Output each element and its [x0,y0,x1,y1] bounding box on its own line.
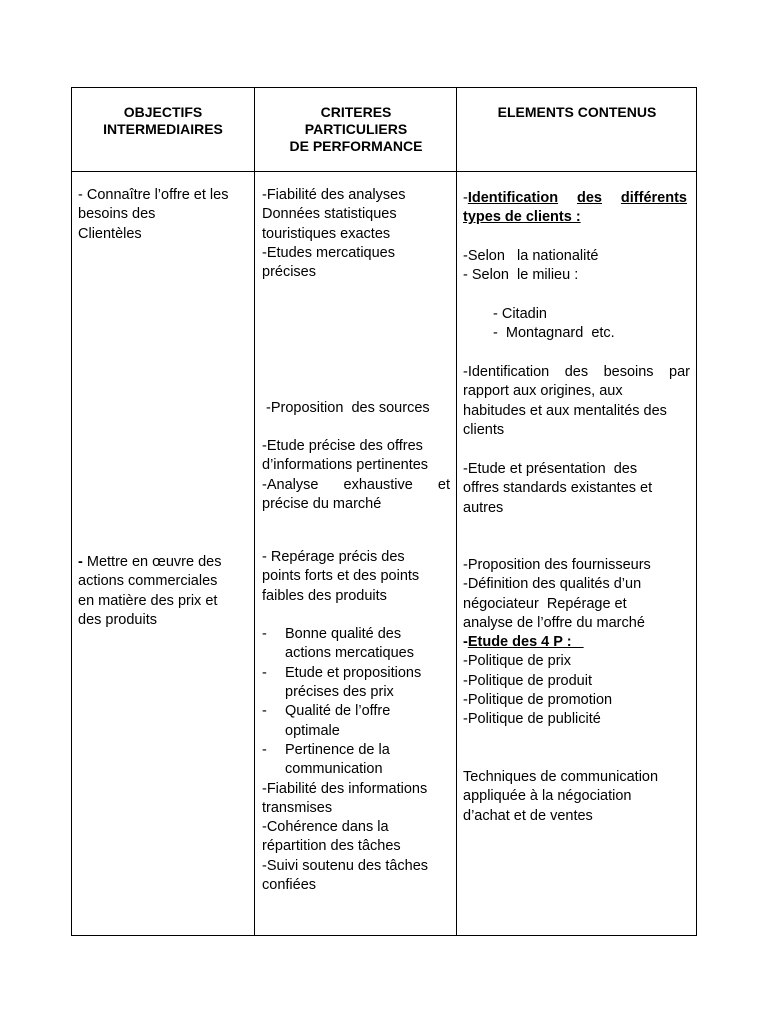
criteria-group-2: -Proposition des sources d’informations pertinentes [262,399,430,474]
criteria-bullet: - Bonne qualité des actions mercatiques [262,626,414,662]
criteria-group-5: - Repérage précis des points forts et des points faibles des produits - Bonne qualité des actions mercatiques - Etude et propositions précises des prix - Qualité de l’offre optimale - Pertinence de la communication -Fiabilité des informations transmises -Cohérence dans la répartition des tâches -Suivi soutenu des tâches confiées [262,549,429,894]
criteria-group-4: -Analyse exhaustive et précise du marché [262,477,450,513]
competency-table [71,87,697,936]
criteria-group-3: -Etude précise des offres [262,438,423,454]
client-identification: -Identification des différents types de clients : -Selon la nationalité - Selon le milieu : - Citadin - Montagnard etc. [463,190,687,342]
header-objectifs: OBJECTIFS INTERMEDIAIRES [103,104,223,137]
offers-study: -Etude et présentation des offres standards existantes et autres [463,461,653,516]
objective-1: - Connaître l’offre et les besoins des Clientèles [78,187,229,242]
header-elements: ELEMENTS CONTENUS [497,104,657,120]
column-elements [456,88,697,935]
column-objectifs [72,88,254,935]
communication-techniques: Techniques de communication appliquée à la négociation d’achat et de ventes [463,769,659,824]
suppliers-and-4p: -Proposition des fournisseurs -Définition des qualités d’un négociateur Repérage et analyse de l’offre du marché -Etude des 4 P : -Politique de prix -Politique de produit -Politique de promotion -Politique de publicité [463,557,651,728]
objective-2: - Mettre en œuvre des actions commerciales en matière des prix et des produits [78,554,222,628]
criteria-bullet: - Pertinence de la communication [262,741,390,778]
header-criteres: CRITERES PARTICULIERS DE PERFORMANCE [289,104,423,154]
needs-identification: -Identification des besoins par rapport aux origines, aux habitudes et aux mentalités des clients [463,364,690,438]
criteria-bullet: - Qualité de l’offre optimale [262,703,391,739]
criteria-bullet: - Etude et propositions précises des prix [262,664,422,701]
criteria-group-1: -Fiabilité des analyses Données statistiques touristiques exactes -Etudes mercatiques précises [262,187,406,281]
column-criteres [254,88,457,935]
